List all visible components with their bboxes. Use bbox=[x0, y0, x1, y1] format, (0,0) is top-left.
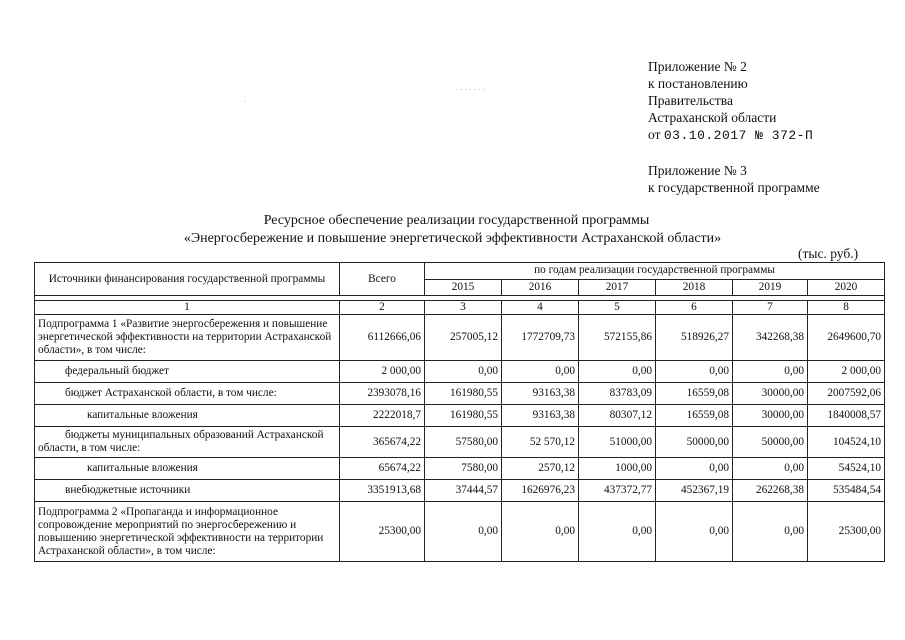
row-total: 25300,00 bbox=[340, 502, 425, 562]
header-total: Всего bbox=[340, 263, 425, 296]
appendix-program-block bbox=[648, 162, 820, 196]
appendix-line: Правительства bbox=[648, 93, 733, 108]
row-value: 54524,10 bbox=[808, 458, 885, 480]
row-value: 93163,38 bbox=[502, 383, 579, 405]
appendix-line: Приложение № 2 bbox=[648, 59, 747, 74]
appendix-line: к постановлению bbox=[648, 76, 748, 91]
funding-table bbox=[34, 262, 885, 562]
column-number: 2 bbox=[340, 301, 425, 315]
row-value: 1840008,57 bbox=[808, 405, 885, 427]
appendix-program-line: Приложение № 3 bbox=[648, 163, 747, 178]
row-value: 93163,38 bbox=[502, 405, 579, 427]
row-value: 0,00 bbox=[502, 502, 579, 562]
row-value: 57580,00 bbox=[425, 427, 502, 458]
row-value: 16559,08 bbox=[656, 383, 733, 405]
row-value: 50000,00 bbox=[733, 427, 808, 458]
header-sources: Источники финансирования государственной программы bbox=[35, 263, 340, 296]
row-value: 25300,00 bbox=[808, 502, 885, 562]
table-row bbox=[35, 315, 885, 361]
header-year: 2018 bbox=[656, 279, 733, 296]
table-row bbox=[35, 458, 885, 480]
row-value: 80307,12 bbox=[579, 405, 656, 427]
appendix-date-prefix: от bbox=[648, 127, 664, 142]
row-value: 452367,19 bbox=[656, 480, 733, 502]
row-value: 572155,86 bbox=[579, 315, 656, 361]
row-value: 2570,12 bbox=[502, 458, 579, 480]
row-source-name: бюджеты муниципальных образований Астраханской области, в том числе: bbox=[35, 427, 340, 458]
header-by-years: по годам реализации государственной программы bbox=[425, 263, 885, 280]
row-source-name: капитальные вложения bbox=[35, 458, 340, 480]
header-year: 2015 bbox=[425, 279, 502, 296]
column-number: 8 bbox=[808, 301, 885, 315]
row-value: 52 570,12 bbox=[502, 427, 579, 458]
row-value: 104524,10 bbox=[808, 427, 885, 458]
row-value: 30000,00 bbox=[733, 405, 808, 427]
appendix-block bbox=[648, 58, 813, 144]
row-value: 0,00 bbox=[425, 361, 502, 383]
table-row bbox=[35, 502, 885, 562]
row-value: 16559,08 bbox=[656, 405, 733, 427]
row-total: 6112666,06 bbox=[340, 315, 425, 361]
row-value: 0,00 bbox=[733, 502, 808, 562]
row-value: 0,00 bbox=[656, 458, 733, 480]
header-year: 2020 bbox=[808, 279, 885, 296]
row-total: 2222018,7 bbox=[340, 405, 425, 427]
row-source-name: бюджет Астраханской области, в том числе: bbox=[35, 383, 340, 405]
table-row bbox=[35, 361, 885, 383]
row-value: 535484,54 bbox=[808, 480, 885, 502]
row-value: 50000,00 bbox=[656, 427, 733, 458]
row-value: 0,00 bbox=[656, 502, 733, 562]
row-source-name: Подпрограмма 2 «Пропаганда и информационное сопровождение мероприятий по энергосбережению и повышению энергетической эффективности на территории Астраханской области», в том числе: bbox=[35, 502, 340, 562]
row-value: 0,00 bbox=[425, 502, 502, 562]
row-total: 65674,22 bbox=[340, 458, 425, 480]
appendix-program-line: к государственной программе bbox=[648, 180, 820, 195]
row-value: 1772709,73 bbox=[502, 315, 579, 361]
row-value: 30000,00 bbox=[733, 383, 808, 405]
column-number: 5 bbox=[579, 301, 656, 315]
title-line: Ресурсное обеспечение реализации государственной программы bbox=[263, 213, 650, 228]
row-value: 257005,12 bbox=[425, 315, 502, 361]
column-number: 7 bbox=[733, 301, 808, 315]
column-number-row bbox=[35, 301, 885, 315]
row-value: 161980,55 bbox=[425, 383, 502, 405]
header-year: 2019 bbox=[733, 279, 808, 296]
column-number: 6 bbox=[656, 301, 733, 315]
table-row bbox=[35, 383, 885, 405]
row-value: 2649600,70 bbox=[808, 315, 885, 361]
row-value: 0,00 bbox=[733, 458, 808, 480]
scan-artifact: . . . . . . . bbox=[456, 82, 486, 92]
row-value: 51000,00 bbox=[579, 427, 656, 458]
row-value: 1000,00 bbox=[579, 458, 656, 480]
row-source-name: внебюджетные источники bbox=[35, 480, 340, 502]
row-value: 518926,27 bbox=[656, 315, 733, 361]
row-value: 0,00 bbox=[733, 361, 808, 383]
row-value: 0,00 bbox=[579, 502, 656, 562]
row-value: 2 000,00 bbox=[808, 361, 885, 383]
appendix-date-line bbox=[648, 126, 813, 144]
row-total: 365674,22 bbox=[340, 427, 425, 458]
column-number: 3 bbox=[425, 301, 502, 315]
row-source-name: федеральный бюджет bbox=[35, 361, 340, 383]
row-value: 1626976,23 bbox=[502, 480, 579, 502]
units-label: (тыс. руб.) bbox=[798, 246, 859, 261]
header-year: 2017 bbox=[579, 279, 656, 296]
row-value: 262268,38 bbox=[733, 480, 808, 502]
table-row bbox=[35, 405, 885, 427]
row-source-name: Подпрограмма 1 «Развитие энергосбережения и повышение энергетической эффективности на территории Астраханской области», в том числе: bbox=[35, 315, 340, 361]
header-year: 2016 bbox=[502, 279, 579, 296]
row-value: 7580,00 bbox=[425, 458, 502, 480]
row-total: 3351913,68 bbox=[340, 480, 425, 502]
row-value: 161980,55 bbox=[425, 405, 502, 427]
appendix-date-stamp: 03.10.2017 № 372-П bbox=[663, 128, 814, 143]
table-row bbox=[35, 427, 885, 458]
row-value: 0,00 bbox=[579, 361, 656, 383]
row-value: 437372,77 bbox=[579, 480, 656, 502]
row-value: 83783,09 bbox=[579, 383, 656, 405]
row-source-name: капитальные вложения bbox=[35, 405, 340, 427]
row-total: 2393078,16 bbox=[340, 383, 425, 405]
column-number: 4 bbox=[502, 301, 579, 315]
document-title bbox=[0, 212, 905, 248]
row-value: 342268,38 bbox=[733, 315, 808, 361]
appendix-line: Астраханской области bbox=[648, 110, 777, 125]
column-number: 1 bbox=[35, 301, 340, 315]
row-value: 0,00 bbox=[502, 361, 579, 383]
table-row bbox=[35, 480, 885, 502]
table-header-row bbox=[35, 263, 885, 280]
row-value: 37444,57 bbox=[425, 480, 502, 502]
row-value: 2007592,06 bbox=[808, 383, 885, 405]
row-total: 2 000,00 bbox=[340, 361, 425, 383]
row-value: 0,00 bbox=[656, 361, 733, 383]
title-line: «Энергосбережение и повышение энергетической эффективности Астраханской области» bbox=[183, 231, 722, 246]
scan-artifact: . bbox=[244, 94, 247, 104]
